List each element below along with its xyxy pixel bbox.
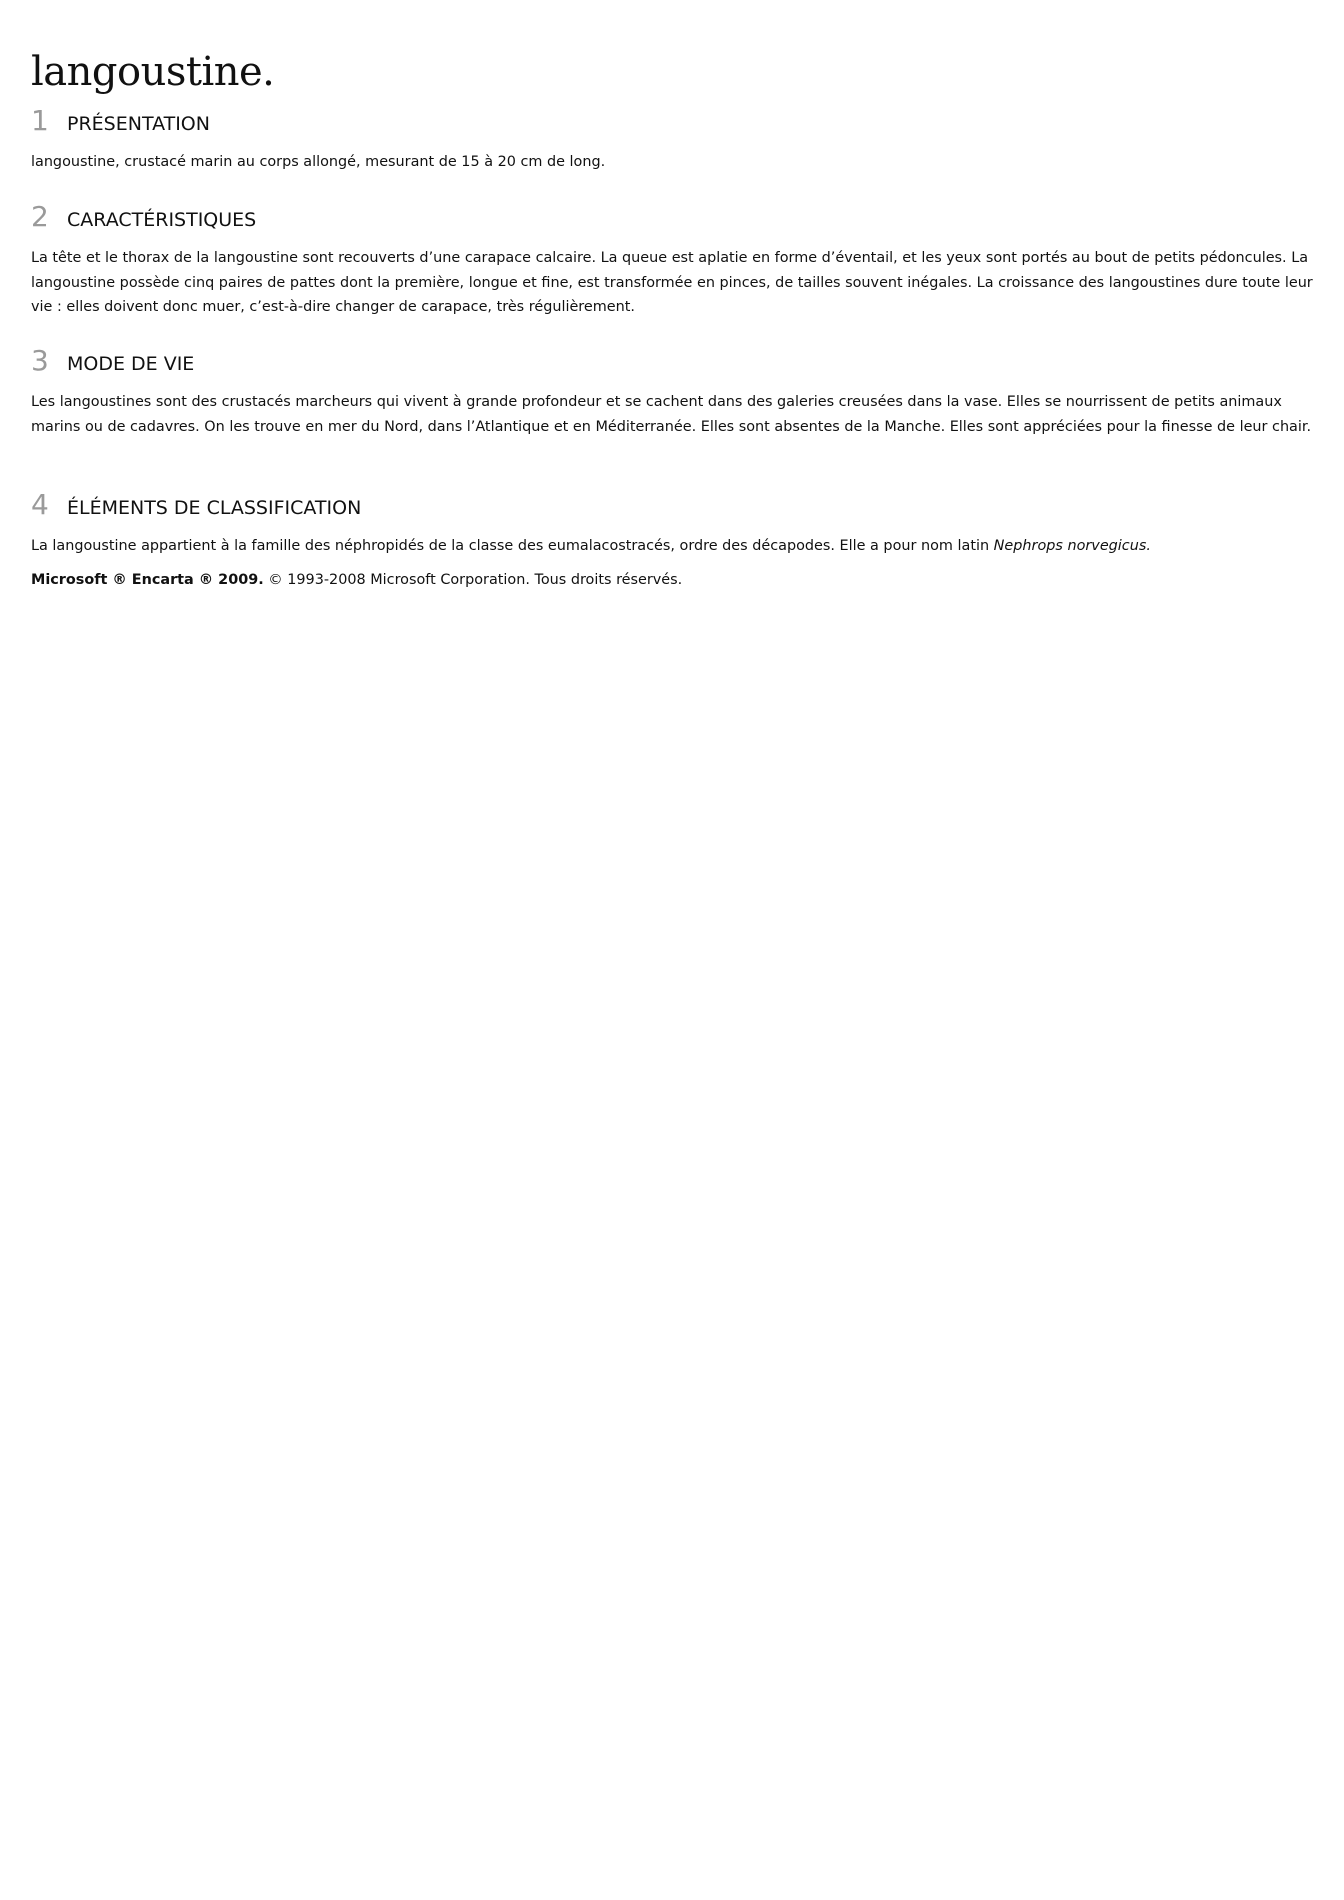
section-heading-caracteristiques xyxy=(31,198,256,236)
section-title: CARACTÉRISTIQUES xyxy=(67,209,257,231)
section-number: 4 xyxy=(31,488,49,521)
section-heading-presentation xyxy=(31,102,210,140)
section-number: 1 xyxy=(31,104,49,137)
section-text-mode-de-vie: Les langoustines sont des crustacés marcheurs qui vivent à grande profondeur et se cachent dans des galeries creusées dans la vase. Elles se nourrissent de petits animaux marins ou de cadavres. On les trouve en mer du Nord, dans l’Atlantique et en Méditerranée. Elles sont absentes de la Manche. Elles sont appréciées pour la finesse de leur chair. xyxy=(31,394,1312,435)
section-number: 3 xyxy=(31,344,49,377)
section-text-classification xyxy=(31,534,1321,559)
section-title: MODE DE VIE xyxy=(67,353,195,375)
section-heading-mode-de-vie xyxy=(31,342,194,380)
classification-text: La langoustine appartient à la famille des néphropidés de la classe des eumalacostracés, ordre des décapodes. Elle a pour nom latin xyxy=(31,538,994,554)
section-text-presentation: langoustine, crustacé marin au corps allongé, mesurant de 15 à 20 cm de long. xyxy=(31,154,606,170)
document-title: langoustine. xyxy=(31,49,275,95)
section-heading-classification xyxy=(31,486,361,524)
copyright-credit xyxy=(31,568,1321,593)
section-title: PRÉSENTATION xyxy=(67,113,210,135)
latin-name: Nephrops norvegicus. xyxy=(993,538,1151,554)
section-number: 2 xyxy=(31,200,49,233)
credit-source: Microsoft ® Encarta ® 2009. xyxy=(31,572,264,588)
section-text-caracteristiques: La tête et le thorax de la langoustine sont recouverts d’une carapace calcaire. La queue est aplatie en forme d’éventail, et les yeux sont portés au bout de petits pédoncules. La langoustine possède cinq paires de pattes dont la première, longue et fine, est transformée en pinces, de tailles souvent inégales. La croissance des langoustines dure toute leur vie : elles doivent donc muer, c’est-à-dire changer de carapace, très régulièrement. xyxy=(31,250,1313,315)
section-title: ÉLÉMENTS DE CLASSIFICATION xyxy=(67,497,362,519)
credit-rights: © 1993-2008 Microsoft Corporation. Tous droits réservés. xyxy=(263,572,683,588)
document-page xyxy=(31,44,1321,588)
